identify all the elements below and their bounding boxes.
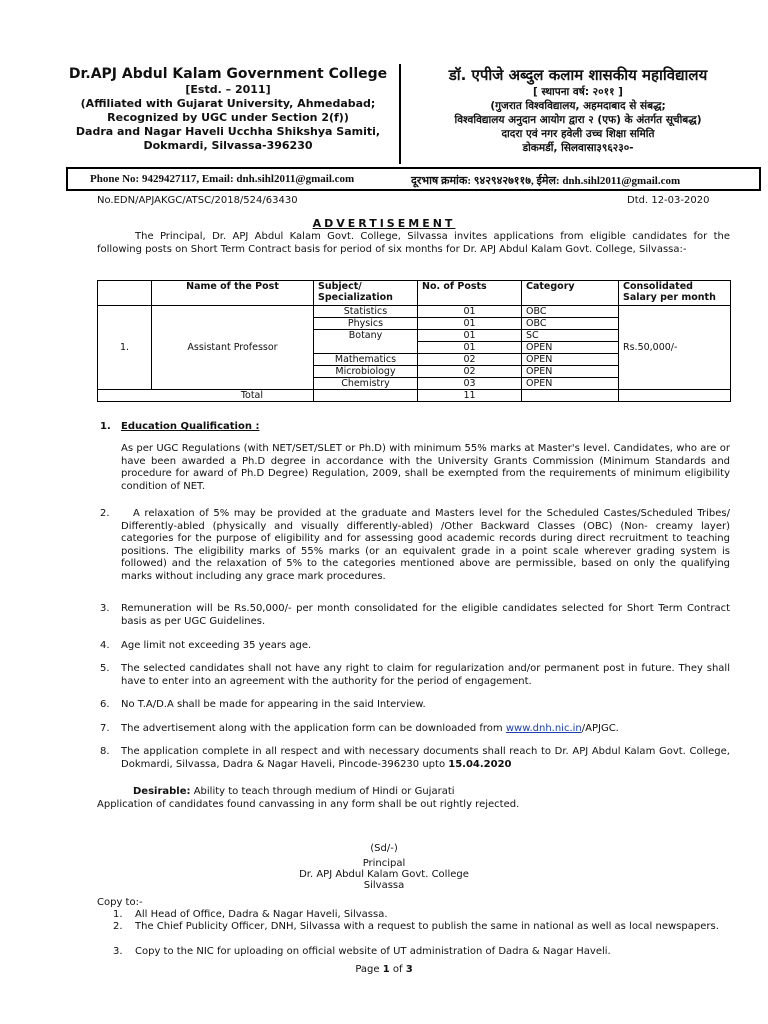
section-3-text: Remuneration will be Rs.50,000/- per month consolidated for the eligible candidates selected for Short Term Contract basis as per UGC Guidelines. — [121, 603, 730, 627]
header-post-name: Name of the Post — [152, 281, 314, 306]
section-8-number: 8. — [100, 746, 110, 757]
desirable-label: Desirable: — [133, 786, 191, 797]
posts-cell: 01 — [418, 318, 522, 330]
copy-to-label: Copy to:- — [97, 897, 143, 908]
contact-hindi: दूरभाष क्रमांक: ९४२९४२७११७, ईमेल: dnh.sihl2011@gmail.com — [411, 175, 681, 187]
copy-to-1-number: 1. — [113, 909, 123, 920]
post-name: Assistant Professor — [152, 306, 314, 390]
page-of-label: of — [389, 964, 406, 975]
address-hindi: डोकमर्डी, सिलवासा३९६२३०- — [522, 142, 634, 154]
college-name-english: Dr.APJ Abdul Kalam Government College — [68, 66, 388, 82]
header-posts: No. of Posts — [418, 281, 522, 306]
posts-cell: 02 — [418, 366, 522, 378]
section-7-text — [121, 723, 730, 736]
subject-cell: Statistics — [314, 306, 418, 318]
page-number: 1 — [382, 964, 390, 975]
desirable-text: Ability to teach through medium of Hindi or Gujarati — [190, 786, 455, 797]
section-5-number: 5. — [100, 663, 110, 674]
section-2-text — [121, 508, 730, 583]
salary-cell: Rs.50,000/- — [619, 306, 731, 390]
copy-to-3-number: 3. — [113, 946, 123, 957]
total-empty-salary — [619, 390, 731, 402]
address-english: Dokmardi, Silvassa-396230 — [143, 139, 313, 152]
posts-cell: 01 — [418, 330, 522, 342]
header-subject: Subject/ Specialization — [314, 281, 418, 306]
section-7-number: 7. — [100, 723, 110, 734]
section-1-heading: Education Qualification : — [121, 421, 260, 432]
category-cell: OPEN — [522, 342, 619, 354]
college-name-hindi: डॉ. एपीजे अब्दुल कलाम शासकीय महाविद्यालय — [448, 66, 708, 84]
section-1-number: 1. — [100, 421, 111, 432]
copy-to-3-text: Copy to the NIC for uploading on official website of UT administration of Dadra & Nagar Haveli. — [135, 946, 611, 957]
download-link[interactable]: www.dnh.nic.in — [505, 723, 582, 734]
category-cell: OPEN — [522, 354, 619, 366]
page-footer — [0, 964, 768, 975]
subject-cell: Chemistry — [314, 378, 418, 390]
subject-cell: Botany — [314, 330, 418, 354]
samiti-english: Dadra and Nagar Haveli Ucchha Shikshya Samiti, — [75, 125, 381, 138]
copy-to-1-text: All Head of Office, Dadra & Nagar Haveli, Silvassa. — [135, 909, 388, 920]
category-cell: OBC — [522, 318, 619, 330]
page-total: 3 — [405, 964, 413, 975]
header-sr — [98, 281, 152, 306]
contact-box — [66, 167, 761, 191]
estd-english: [Estd. – 2011] — [185, 83, 271, 96]
samiti-hindi: दादरा एवं नगर हवेली उच्च शिक्षा समिति — [501, 128, 655, 140]
contact-english: Phone No: 9429427117, Email: dnh.sihl2011@gmail.com — [90, 173, 355, 185]
section-2-body: A relaxation of 5% may be provided at the graduate and Masters level for the Scheduled Castes/Scheduled Tribes/ Differently-abled (physically and visually differently-abled) /Other Backward Classes (OBC) (Non- creamy layer) categories for the purpose of eligibility and for assessing good academic records during direct recruitment to teaching positions. The eligibility marks of 55% marks (or an equivalent grade in a point scale wherever grading system is followed) and the relaxation of 5% to the categories mentioned above are permissible, based on only the qualifying marks without including any grace mark procedures. — [121, 508, 730, 582]
section-6-number: 6. — [100, 699, 110, 710]
affiliation-hindi: (गुजरात विश्वविद्यालय, अहमदाबाद से संबद्ध; — [490, 100, 666, 112]
estd-hindi: [ स्थापना वर्ष: २०११ ] — [533, 86, 623, 98]
total-spacer — [314, 390, 418, 402]
document-date: Dtd. 12-03-2020 — [627, 195, 710, 206]
posts-cell: 01 — [418, 306, 522, 318]
subject-cell: Microbiology — [314, 366, 418, 378]
section-4-number: 4. — [100, 640, 110, 651]
subject-cell: Physics — [314, 318, 418, 330]
table-header-row — [98, 281, 731, 306]
canvassing-note: Application of candidates found canvassing in any form shall be out rightly rejected. — [97, 799, 520, 810]
subject-cell: Mathematics — [314, 354, 418, 366]
section-1-text: As per UGC Regulations (with NET/SET/SLET or Ph.D) with minimum 55% marks at Master's level. Candidates, who are or have been awarded a Ph.D degree in accordance with the University Grants Commission (Minimum Standards and procedure for award of Ph.D Degree) Regulation, 2009, shall be exempted from the requirements of minimum eligibility condition of NET. — [121, 443, 730, 492]
advertisement-title: ADVERTISEMENT — [312, 217, 456, 230]
header-divider — [399, 64, 401, 164]
category-cell: SC — [522, 330, 619, 342]
signature-place: Silvassa — [363, 880, 405, 891]
table-row — [98, 306, 731, 318]
posts-table — [97, 280, 731, 402]
affiliation-english: (Affiliated with Gujarat University, Ahmedabad; — [80, 97, 376, 110]
signature-designation: Principal — [362, 858, 406, 869]
deadline-date: 15.04.2020 — [448, 758, 512, 770]
section-4-text: Age limit not exceeding 35 years age. — [121, 640, 312, 651]
section-7-body: The advertisement along with the application form can be downloaded from — [121, 723, 506, 734]
header-english — [60, 66, 396, 153]
header-hindi — [402, 66, 754, 155]
copy-to-2-number: 2. — [113, 921, 123, 932]
signature-sd: (Sd/-) — [370, 843, 398, 854]
category-cell: OBC — [522, 306, 619, 318]
total-empty-category — [522, 390, 619, 402]
page-label: Page — [355, 964, 383, 975]
category-cell: OPEN — [522, 378, 619, 390]
sr-number: 1. — [98, 306, 152, 390]
section-7-suffix: /APJGC. — [581, 723, 619, 734]
section-8-body: The application complete in all respect and with necessary documents shall reach to Dr. APJ Abdul Kalam Govt. College, Dokmardi, Silvassa, Dadra & Nagar Haveli, Pincode-396230 upto — [121, 746, 730, 770]
table-total-row — [98, 390, 731, 402]
category-cell: OPEN — [522, 366, 619, 378]
total-value: 11 — [418, 390, 522, 402]
signature-college: Dr. APJ Abdul Kalam Govt. College — [299, 869, 469, 880]
reference-number: No.EDN/APJAKGC/ATSC/2018/524/63430 — [97, 195, 298, 206]
copy-to-2-text: The Chief Publicity Officer, DNH, Silvassa with a request to publish the same in national as well as local newspapers. — [135, 921, 719, 932]
recognition-hindi: विश्वविद्यालय अनुदान आयोग द्वारा २ (एफ) के अंतर्गत सूचीबद्ध) — [454, 114, 702, 126]
section-2-number: 2. — [100, 508, 110, 519]
total-label: Total — [98, 390, 314, 402]
advertisement-intro — [97, 231, 730, 256]
section-5-text: The selected candidates shall not have any right to claim for regularization and/or permanent post in future. They shall have to enter into an agreement with the authority for the period of engagement. — [121, 663, 730, 687]
recognition-english: Recognized by UGC under Section 2(f)) — [107, 111, 349, 124]
posts-cell: 02 — [418, 354, 522, 366]
posts-cell: 01 — [418, 342, 522, 354]
section-3-number: 3. — [100, 603, 110, 614]
section-6-text: No T.A/D.A shall be made for appearing in the said Interview. — [121, 699, 426, 710]
section-8-text — [121, 746, 730, 771]
intro-text: The Principal, Dr. APJ Abdul Kalam Govt. College, Silvassa invites applications from eligible candidates for the following posts on Short Term Contract basis for period of six months for Dr. APJ Abdul Kalam Govt. College, Silvassa:- — [97, 231, 730, 255]
desirable-line — [133, 786, 730, 799]
header-salary: Consolidated Salary per month — [619, 281, 731, 306]
posts-cell: 03 — [418, 378, 522, 390]
header-category: Category — [522, 281, 619, 306]
